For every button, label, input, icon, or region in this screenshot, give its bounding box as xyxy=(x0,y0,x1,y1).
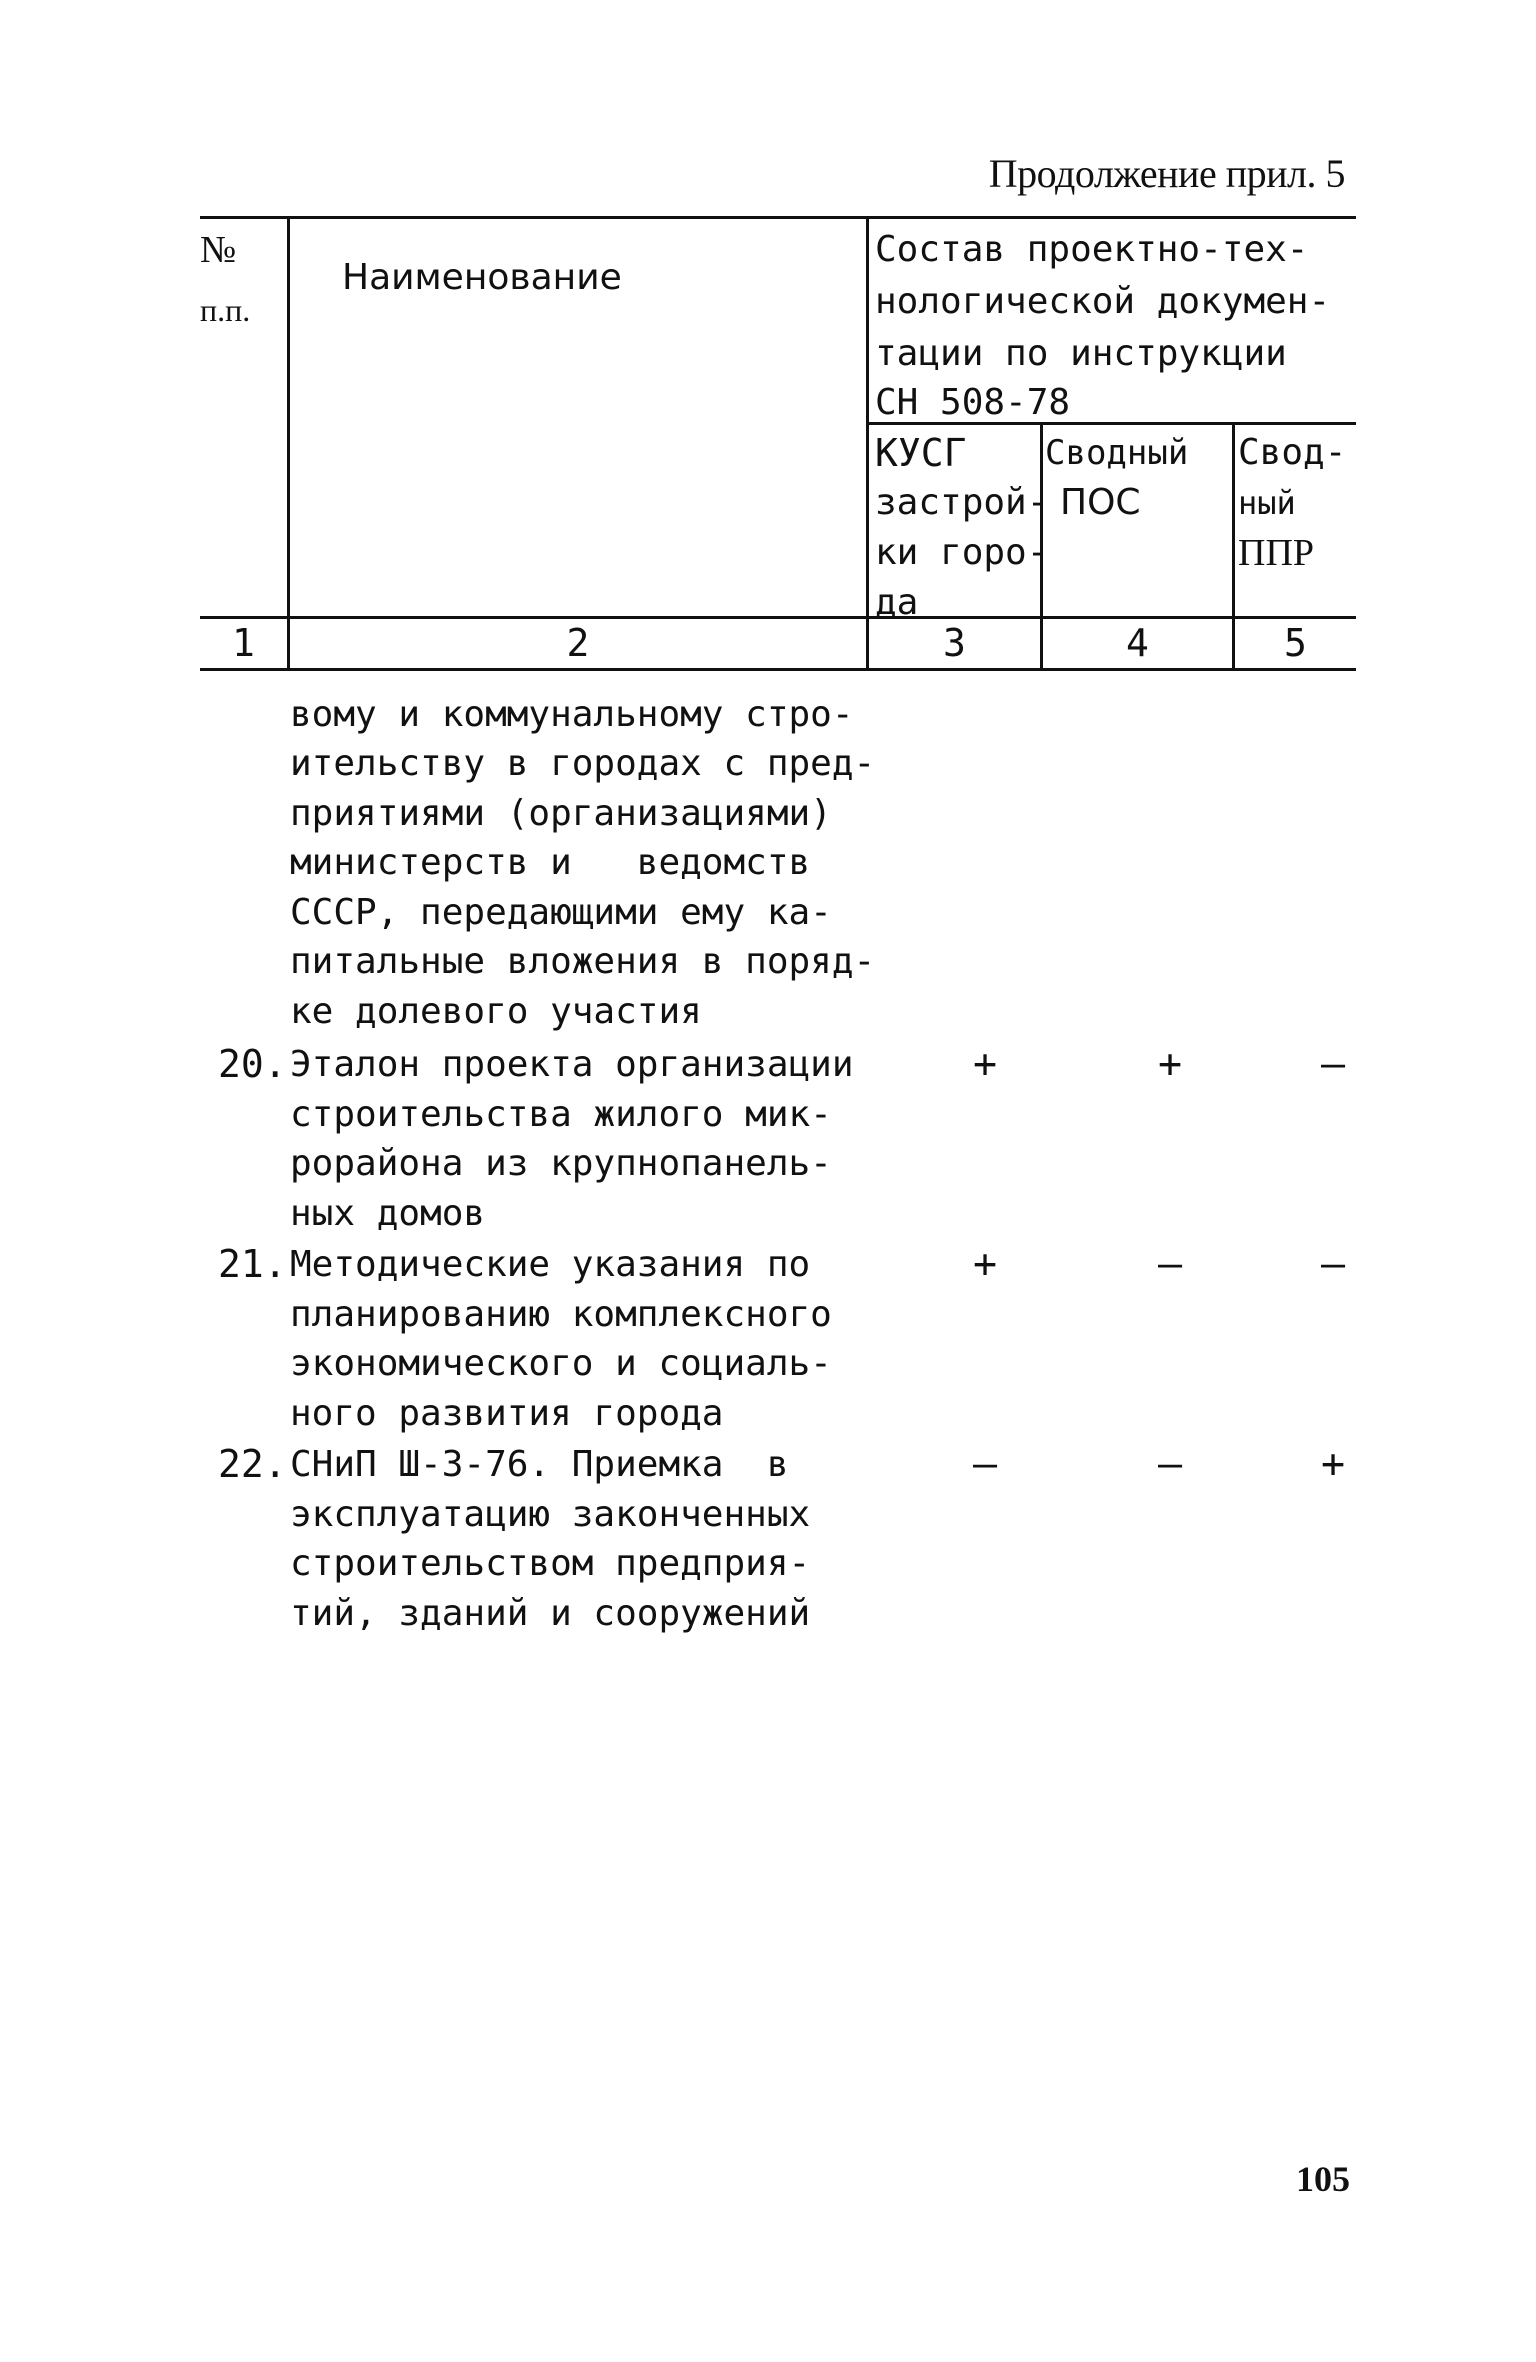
table-top-rule xyxy=(200,216,1356,219)
row-0-line-7: ке долевого участия xyxy=(290,991,702,1032)
row-21-number: 21. xyxy=(218,1242,287,1286)
col-divider-2 xyxy=(866,216,869,668)
row-20-line-4: ных домов xyxy=(290,1193,486,1234)
header-composition-line-1: Состав проектно-тех- xyxy=(875,229,1309,270)
row-0-line-1: вому и коммунальному стро- xyxy=(290,694,854,735)
row-0-line-6: питальные вложения в поряд- xyxy=(290,941,876,982)
row-21-line-4: ного развития города xyxy=(290,1393,724,1434)
col-number-4: 4 xyxy=(1126,621,1149,665)
subheader-ppr-line-2: ный xyxy=(1238,484,1296,522)
subheader-ppr-line-3: ППР xyxy=(1238,532,1315,574)
subheader-kusg-line-3: ки горо- xyxy=(875,532,1049,573)
col-number-1: 1 xyxy=(232,621,255,665)
row-20-line-1: Эталон проекта организации xyxy=(290,1044,854,1085)
row-20-line-2: строительства жилого мик- xyxy=(290,1094,832,1135)
subheader-pos-line-2: ПОС xyxy=(1060,482,1141,523)
row-21-mark-col5: – xyxy=(1320,1241,1346,1287)
row-20-number: 20. xyxy=(218,1042,287,1086)
row-20-line-3: рорайона из крупнопанель- xyxy=(290,1143,832,1184)
subheader-pos-line-1: Сводный xyxy=(1045,433,1189,473)
row-22-line-1: СНиП Ш-3-76. Приемка в xyxy=(290,1444,789,1485)
row-20-mark-col4: + xyxy=(1157,1041,1183,1087)
header-composition-line-4: СН 508-78 xyxy=(875,382,1071,423)
header-composition-line-3: тации по инструкции xyxy=(875,333,1287,374)
row-21-line-2: планированию комплексного xyxy=(290,1294,832,1335)
row-0-line-4: министерств и ведомств xyxy=(290,842,811,883)
col-number-3: 3 xyxy=(943,621,966,665)
row-22-mark-col5: + xyxy=(1320,1441,1346,1487)
row-21-mark-col4: – xyxy=(1157,1241,1183,1287)
subheader-kusg-line-2: застрой- xyxy=(875,482,1049,523)
row-22-mark-col4: – xyxy=(1157,1441,1183,1487)
row-0-line-2: ительству в городах с пред- xyxy=(290,743,876,784)
row-22-line-3: строительством предприя- xyxy=(290,1543,811,1584)
continuation-label: Продолжение прил. 5 xyxy=(988,151,1345,196)
subheader-ppr-line-1: Свод- xyxy=(1238,432,1347,473)
col-number-2: 2 xyxy=(566,621,590,665)
header-name: Наименование xyxy=(342,257,622,298)
header-composition-line-2: нологической докумен- xyxy=(875,281,1331,322)
col-divider-1 xyxy=(287,216,290,668)
row-20-mark-col3: + xyxy=(972,1041,998,1087)
row-22-line-2: эксплуатацию законченных xyxy=(290,1494,811,1535)
colnum-bottom-rule xyxy=(200,668,1356,671)
row-20-mark-col5: – xyxy=(1320,1041,1346,1087)
header-no-symbol: № xyxy=(200,229,237,271)
col-number-5: 5 xyxy=(1284,621,1307,665)
row-21-line-1: Методические указания по xyxy=(290,1244,811,1285)
row-22-line-4: тий, зданий и сооружений xyxy=(290,1593,811,1634)
subheader-kusg-line-4: да xyxy=(875,582,919,623)
row-0-line-3: приятиями (организациями) xyxy=(290,793,832,834)
page-number: 105 xyxy=(1296,2159,1350,2199)
subheader-kusg-line-1: КУСГ xyxy=(875,431,967,475)
row-21-mark-col3: + xyxy=(972,1241,998,1287)
row-21-line-3: экономического и социаль- xyxy=(290,1343,832,1384)
row-22-number: 22. xyxy=(218,1442,287,1486)
header-no-abbrev: п.п. xyxy=(200,292,251,328)
row-0-line-5: СССР, передающими ему ка- xyxy=(290,892,832,933)
row-22-mark-col3: – xyxy=(972,1441,998,1487)
